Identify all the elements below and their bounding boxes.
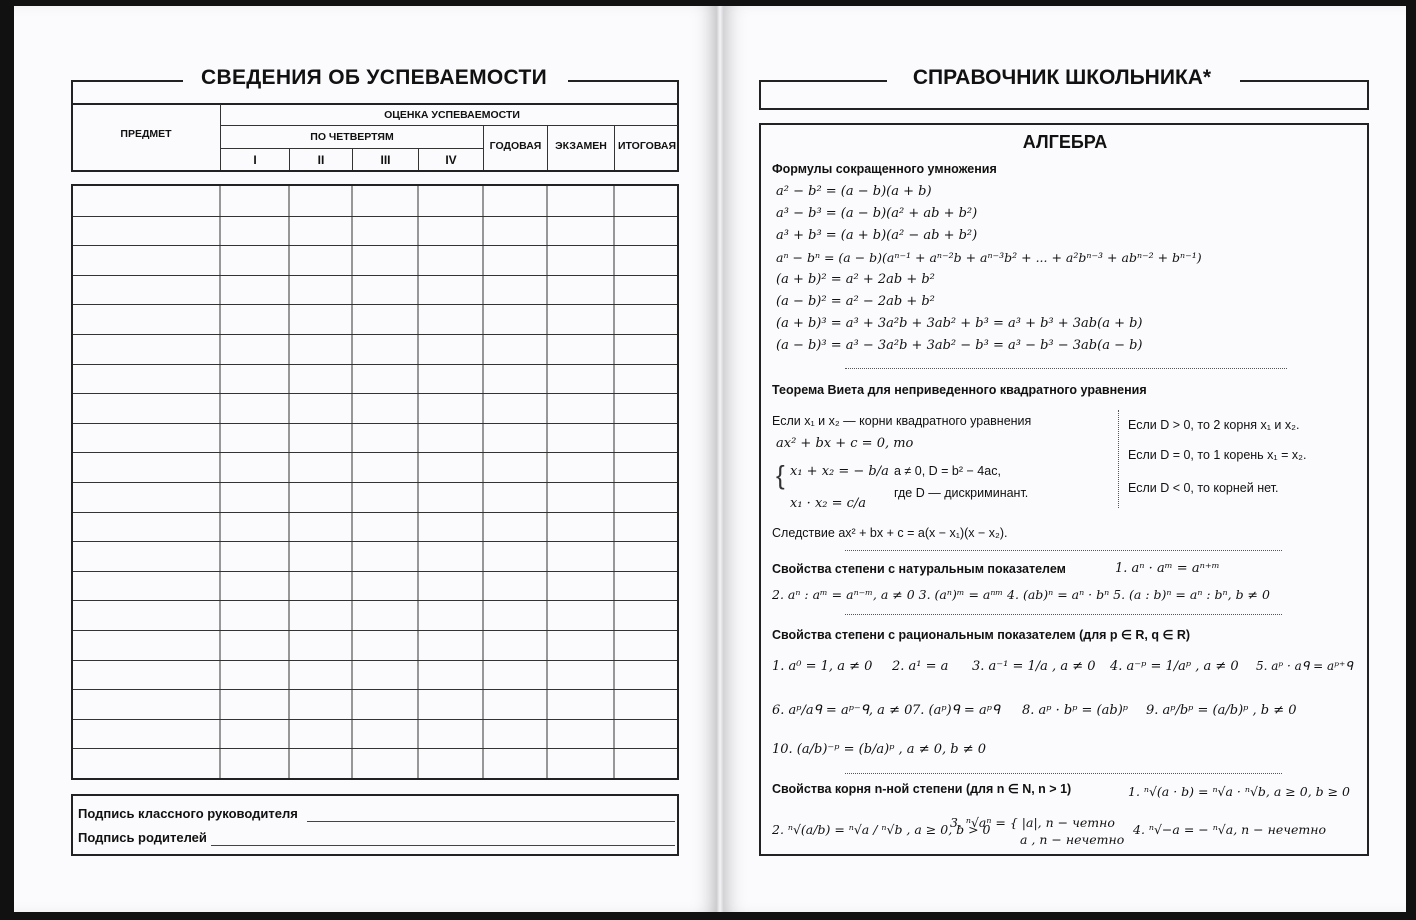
- header-assessment: ОЦЕНКА УСПЕВАЕМОСТИ: [384, 109, 520, 121]
- vieta-case-positive: Если D > 0, то 2 корня x₁ и x₂.: [1128, 418, 1300, 432]
- header-quarter-1: I: [253, 153, 257, 167]
- rational-formula-6: 6. aᵖ/aᑫ = aᵖ⁻ᑫ, a ≠ 0: [772, 703, 913, 718]
- title-rule-left: [71, 80, 183, 82]
- root-formula-1: 1. ⁿ√(a · b) = ⁿ√a · ⁿ√b, a ≥ 0, b ≥ 0: [1128, 784, 1351, 799]
- vieta-case-zero: Если D = 0, то 1 корень x₁ = x₂.: [1128, 448, 1307, 462]
- separator: [845, 550, 1282, 551]
- signatures-box: [71, 794, 679, 856]
- rational-formula-2: 2. a¹ = a: [892, 659, 949, 674]
- rational-formula-3: 3. a⁻¹ = 1/a , a ≠ 0: [972, 659, 1096, 674]
- header-quarter-2: II: [317, 153, 325, 167]
- rational-formula-8: 8. aᵖ · bᵖ = (ab)ᵖ: [1022, 703, 1128, 718]
- header-quarter-4: IV: [445, 153, 457, 167]
- natural-power-formulas: 2. aⁿ : aᵐ = aⁿ⁻ᵐ, a ≠ 0 3. (aⁿ)ᵐ = aⁿᵐ 4. (ab)ⁿ = aⁿ · bⁿ 5. (a : b)ⁿ = aⁿ : bⁿ, b ≠ 0: [772, 587, 1270, 602]
- vieta-corollary: Следствие ax² + bx + c = a(x − x₁)(x − x₂).: [772, 526, 1008, 540]
- rational-formula-4: 4. a⁻ᵖ = 1/aᵖ , a ≠ 0: [1110, 659, 1239, 674]
- vieta-brace: {: [776, 460, 785, 490]
- grades-grid-lines: [73, 186, 677, 778]
- parents-signature-line[interactable]: [211, 845, 675, 846]
- algebra-heading: АЛГЕБРА: [1022, 132, 1108, 152]
- header-exam: ЭКЗАМЕН: [555, 140, 607, 152]
- parents-signature-label: Подпись родителей: [78, 830, 207, 845]
- abbrev-formula-5: (a + b)² = a² + 2ab + b²: [776, 272, 935, 287]
- header-subject: ПРЕДМЕТ: [120, 128, 172, 140]
- separator: [845, 614, 1282, 615]
- vieta-product: x₁ · x₂ = c/a: [790, 496, 867, 511]
- abbrev-formula-2: a³ − b³ = (a − b)(a² + ab + b²): [776, 206, 978, 221]
- vieta-line-1: Если x₁ и x₂ — корни квадратного уравнения: [772, 414, 1032, 428]
- abbrev-formula-6: (a − b)² = a² − 2ab + b²: [776, 294, 935, 309]
- root-title: Свойства корня n-ной степени (для n ∈ N, n > 1): [772, 782, 1072, 796]
- root-formula-2: 2. ⁿ√(a/b) = ⁿ√a / ⁿ√b , a ≥ 0, b > 0: [772, 822, 991, 837]
- book-spine: [716, 6, 724, 912]
- header-top-rule: [71, 103, 679, 105]
- abbrev-title: Формулы сокращенного умножения: [772, 162, 997, 176]
- title-rule-right: [568, 80, 679, 82]
- rational-formula-7: 7. (aᵖ)ᑫ = aᵖᑫ: [912, 703, 1001, 718]
- separator: [845, 368, 1287, 369]
- header-quarter-3: III: [380, 153, 391, 167]
- abbrev-formula-1: a² − b² = (a − b)(a + b): [776, 184, 932, 199]
- rational-formula-9: 9. aᵖ/bᵖ = (a/b)ᵖ , b ≠ 0: [1146, 703, 1297, 718]
- rational-power-title: Свойства степени с рациональным показателем (для p ∈ R, q ∈ R): [772, 628, 1191, 642]
- root-formula-3b: a , n − нечетно: [1020, 832, 1125, 847]
- natural-power-formula-1: 1. aⁿ · aᵐ = aⁿ⁺ᵐ: [1115, 561, 1220, 576]
- header-border-left: [71, 80, 73, 172]
- separator: [845, 773, 1282, 774]
- vieta-condition-2: где D — дискриминант.: [894, 486, 1029, 500]
- rational-formula-1: 1. a⁰ = 1, a ≠ 0: [772, 659, 873, 674]
- grades-grid: [71, 184, 679, 780]
- reference-title: СПРАВОЧНИК ШКОЛЬНИКА*: [912, 66, 1212, 89]
- performance-title: СВЕДЕНИЯ ОБ УСПЕВАЕМОСТИ: [201, 66, 547, 89]
- header-by-quarters: ПО ЧЕТВЕРТЯМ: [310, 131, 394, 143]
- teacher-signature-label: Подпись классного руководителя: [78, 806, 298, 821]
- vieta-line-2: ax² + bx + c = 0, то: [776, 436, 914, 451]
- reference-rule-right: [1240, 80, 1369, 82]
- root-formula-4: 4. ⁿ√−a = − ⁿ√a, n − нечетно: [1133, 822, 1327, 837]
- header-bottom-rule: [71, 170, 679, 172]
- vieta-sum: x₁ + x₂ = − b/a: [790, 464, 889, 479]
- rational-formula-10: 10. (a/b)⁻ᵖ = (b/a)ᵖ , a ≠ 0, b ≠ 0: [772, 742, 987, 757]
- natural-power-title: Свойства степени с натуральным показателем: [772, 562, 1066, 576]
- reference-rule-left: [759, 80, 887, 82]
- vieta-case-negative: Если D < 0, то корней нет.: [1128, 481, 1279, 495]
- root-formula-3a: 3. ⁿ√aⁿ = { |a|, n − четно: [950, 815, 1115, 830]
- abbrev-formula-7: (a + b)³ = a³ + 3a²b + 3ab² + b³ = a³ + b³ + 3ab(a + b): [776, 316, 1143, 331]
- rational-formula-5: 5. aᵖ · aᑫ = aᵖ⁺ᑫ: [1256, 659, 1353, 673]
- header-border-right: [677, 80, 679, 172]
- header-annual: ГОДОВАЯ: [489, 140, 542, 152]
- header-final: ИТОГОВАЯ: [617, 140, 677, 152]
- vieta-divider: [1118, 410, 1119, 508]
- abbrev-formula-8: (a − b)³ = a³ − 3a²b + 3ab² − b³ = a³ − b³ − 3ab(a − b): [776, 338, 1143, 353]
- teacher-signature-line[interactable]: [307, 821, 675, 822]
- vieta-condition-1: a ≠ 0, D = b² − 4ac,: [894, 464, 1001, 478]
- abbrev-formula-3: a³ + b³ = (a + b)(a² − ab + b²): [776, 228, 978, 243]
- abbrev-formula-4: aⁿ − bⁿ = (a − b)(aⁿ⁻¹ + aⁿ⁻²b + aⁿ⁻³b² + ... + a²bⁿ⁻³ + abⁿ⁻² + bⁿ⁻¹): [776, 250, 1202, 265]
- vieta-title: Теорема Виета для неприведенного квадратного уравнения: [772, 383, 1147, 397]
- header-divider-assessment: [221, 125, 678, 126]
